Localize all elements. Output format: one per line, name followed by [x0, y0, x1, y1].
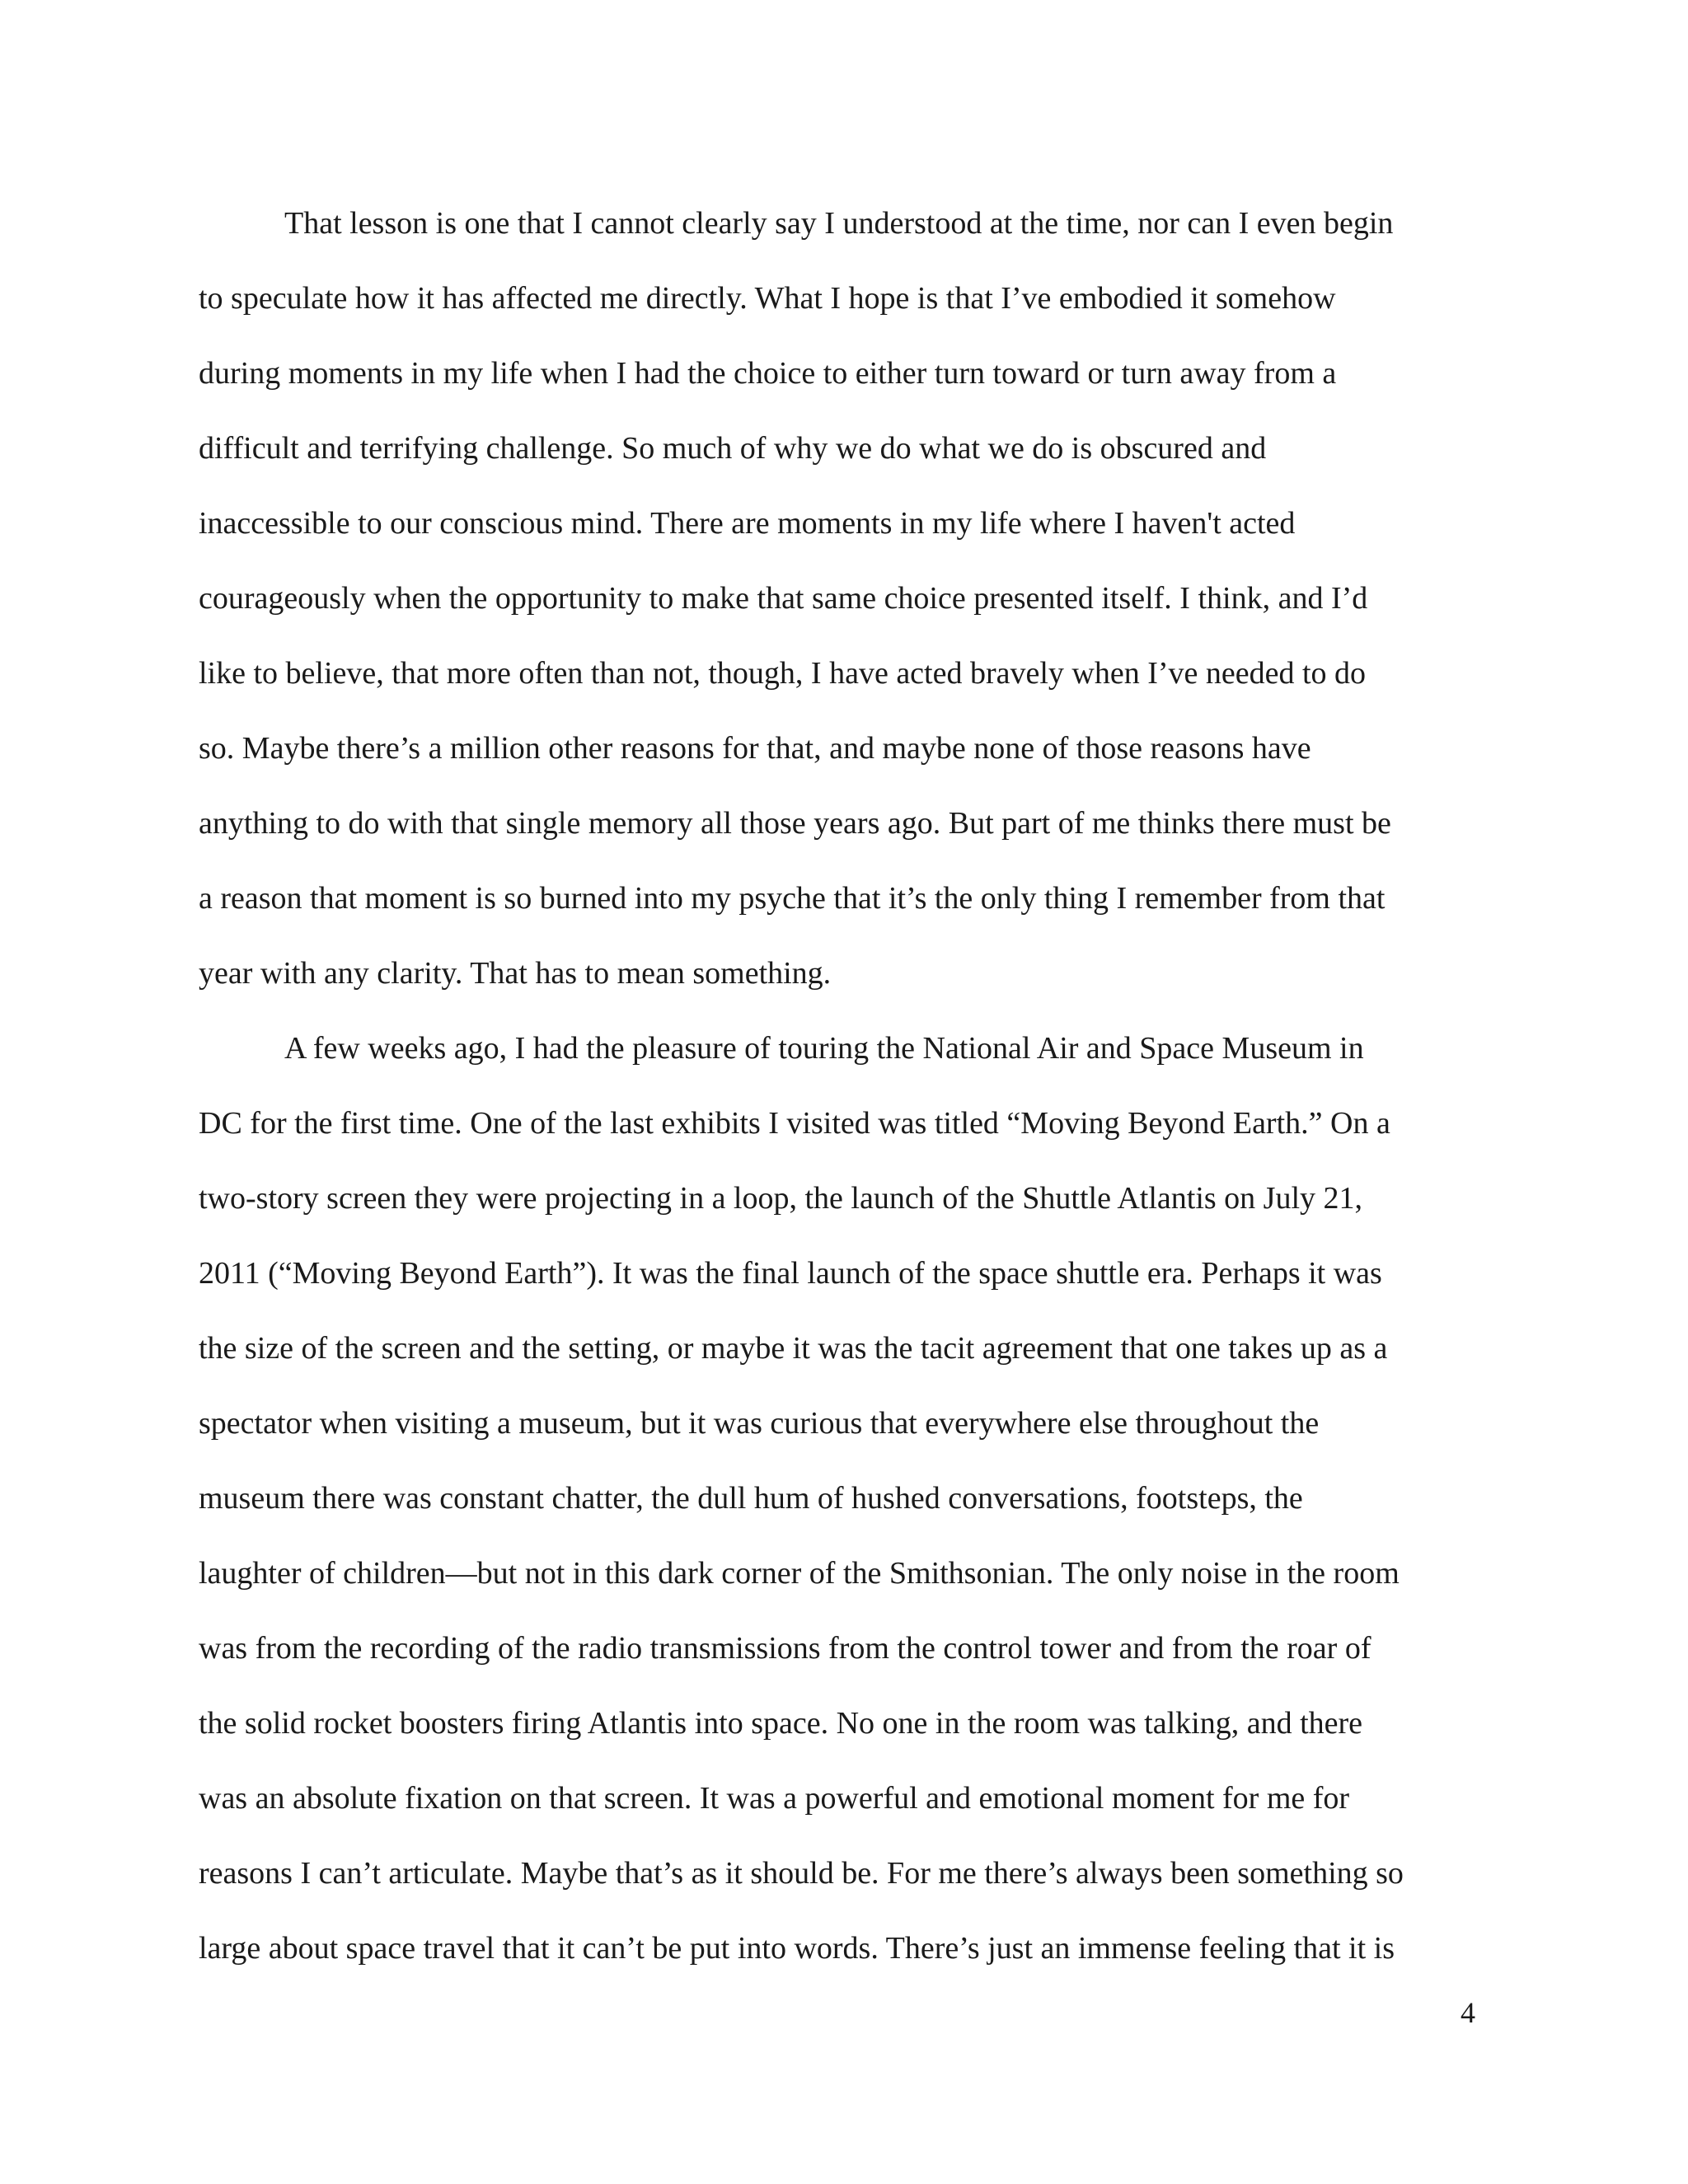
paragraph-1-line-7: like to believe, that more often than not, though, I have acted bravely when I’ve needed to do — [199, 656, 1367, 691]
paragraph-2-line-6: spectator when visiting a museum, but it was curious that everywhere else throughout the — [199, 1406, 1320, 1441]
paragraph-1-line-11: year with any clarity. That has to mean something. — [199, 956, 832, 991]
page-number: 4 — [1461, 1996, 1475, 2029]
paragraph-1-line-6: courageously when the opportunity to make that same choice presented itself. I think, and I’d — [199, 581, 1368, 616]
paragraph-2-line-10: the solid rocket boosters firing Atlantis into space. No one in the room was talking, and there — [199, 1706, 1363, 1741]
paragraph-2-line-13: large about space travel that it can’t be put into words. There’s just an immense feeling that it is — [199, 1931, 1395, 1966]
paragraph-2-line-3: two-story screen they were projecting in a loop, the launch of the Shuttle Atlantis on July 21, — [199, 1181, 1363, 1216]
paragraph-2-line-11: was an absolute fixation on that screen. It was a powerful and emotional moment for me for — [199, 1781, 1350, 1816]
paragraph-2-line-2: DC for the first time. One of the last exhibits I visited was titled “Moving Beyond Earth.” On a — [199, 1106, 1390, 1141]
paragraph-1-line-5: inaccessible to our conscious mind. There are moments in my life where I haven't acted — [199, 506, 1296, 541]
paragraph-1-line-1: That lesson is one that I cannot clearly say I understood at the time, nor can I even begin — [284, 206, 1394, 241]
paragraph-1-line-10: a reason that moment is so burned into my psyche that it’s the only thing I remember from that — [199, 881, 1386, 916]
paragraph-2-line-8: laughter of children—but not in this dark corner of the Smithsonian. The only noise in the room — [199, 1556, 1400, 1591]
paragraph-2-line-7: museum there was constant chatter, the dull hum of hushed conversations, footsteps, the — [199, 1481, 1303, 1516]
paragraph-1-line-8: so. Maybe there’s a million other reasons for that, and maybe none of those reasons have — [199, 731, 1311, 766]
paragraph-1-line-9: anything to do with that single memory all those years ago. But part of me thinks there must be — [199, 806, 1391, 841]
paragraph-1-line-4: difficult and terrifying challenge. So much of why we do what we do is obscured and — [199, 431, 1267, 466]
paragraph-2-line-4: 2011 (“Moving Beyond Earth”). It was the final launch of the space shuttle era. Perhaps it was — [199, 1256, 1382, 1291]
paragraph-1-line-2: to speculate how it has affected me directly. What I hope is that I’ve embodied it somehow — [199, 281, 1336, 316]
paragraph-2-line-12: reasons I can’t articulate. Maybe that’s as it should be. For me there’s always been something so — [199, 1856, 1404, 1891]
paragraph-2-line-5: the size of the screen and the setting, or maybe it was the tacit agreement that one takes up as a — [199, 1331, 1388, 1366]
paragraph-2-line-1: A few weeks ago, I had the pleasure of touring the National Air and Space Museum in — [284, 1031, 1364, 1066]
paragraph-2-line-9: was from the recording of the radio transmissions from the control tower and from the roar of — [199, 1631, 1372, 1666]
paragraph-1-line-3: during moments in my life when I had the choice to either turn toward or turn away from a — [199, 356, 1337, 391]
